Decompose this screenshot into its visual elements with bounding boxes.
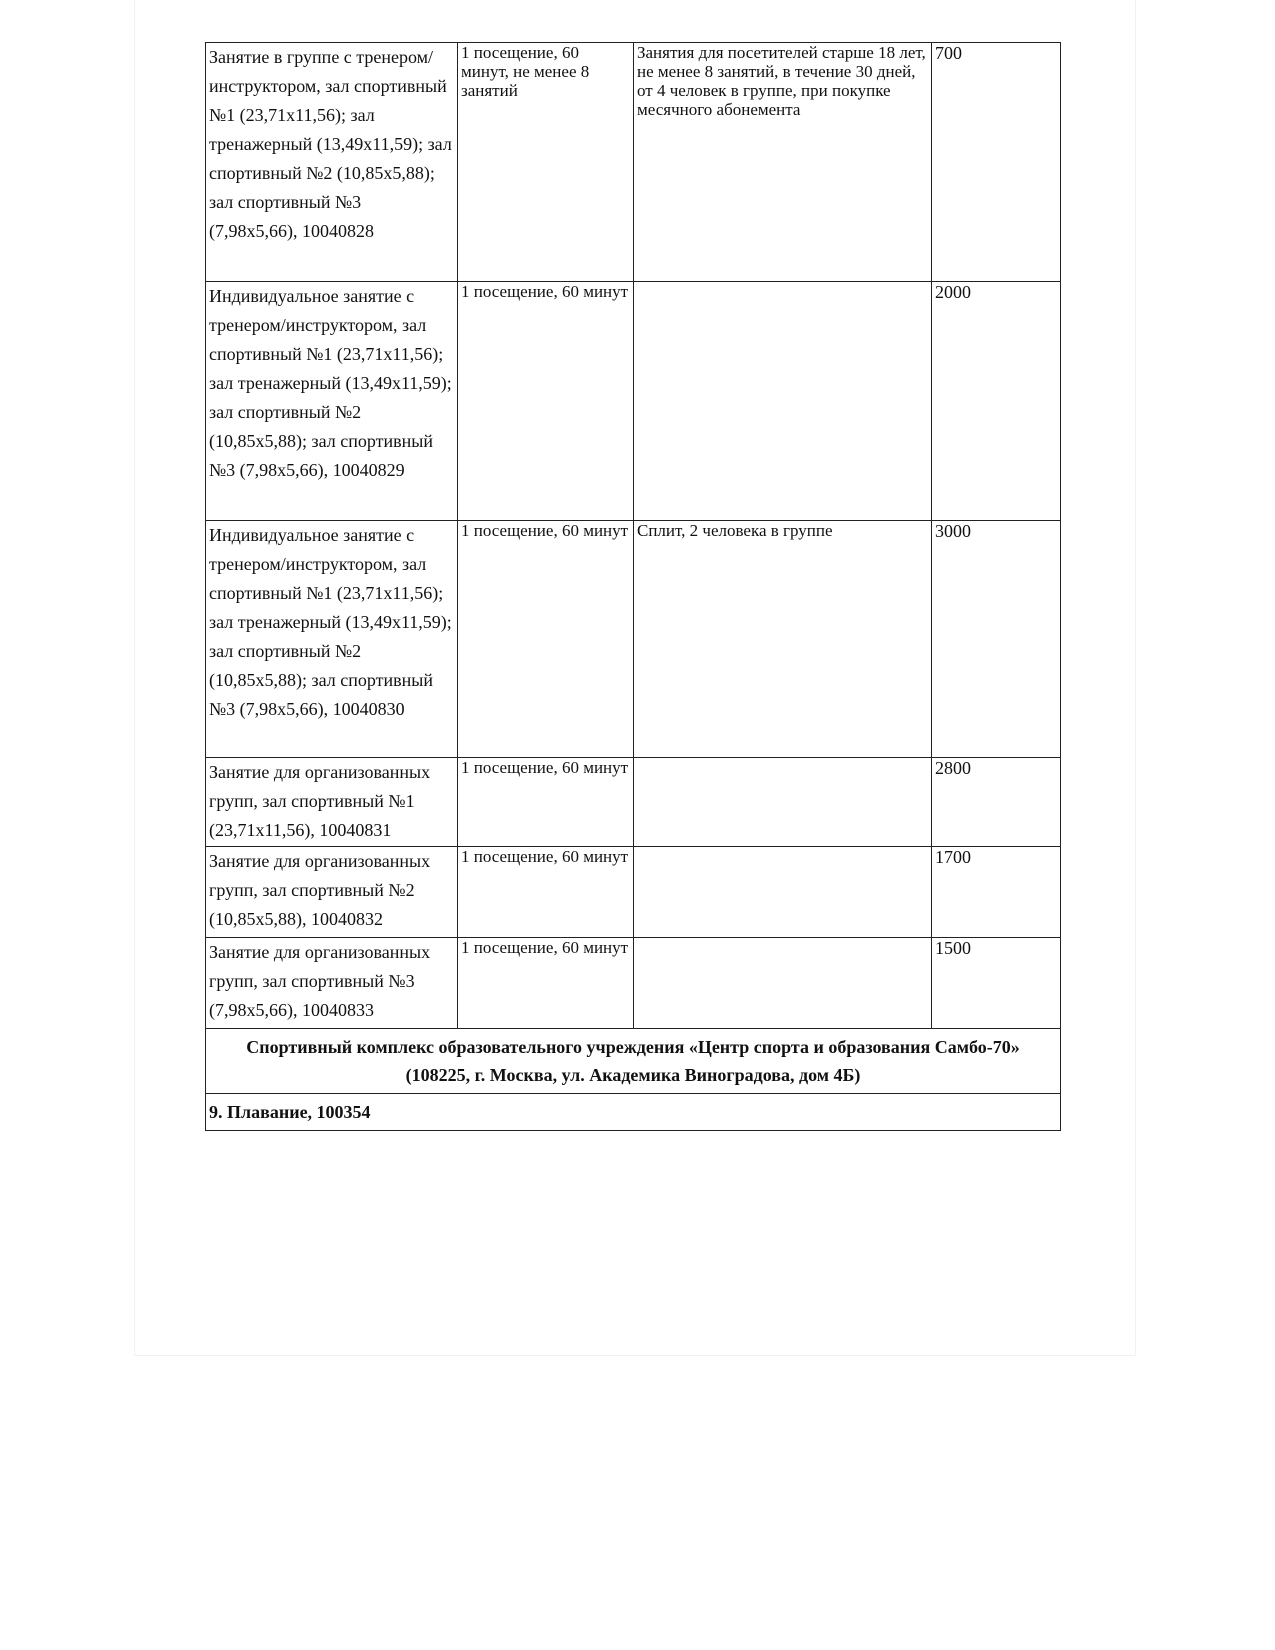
section-header-line1: Спортивный комплекс образовательного учреждения «Центр спорта и образования Самбо-70» [246,1037,1020,1057]
service-name-cell: Занятие для организованных групп, зал спортивный №3 (7,98х5,66), 10040833 [206,938,458,1029]
price-cell: 700 [932,43,1061,282]
price-cell: 2000 [932,282,1061,521]
visit-cell: 1 посещение, 60 минут [458,758,634,847]
condition-cell [634,847,932,938]
table-row [206,521,1061,758]
condition-cell: Сплит, 2 человека в группе [634,521,932,758]
visit-cell: 1 посещение, 60 минут [458,282,634,521]
price-table [205,42,1061,1131]
condition-cell [634,758,932,847]
condition-cell: Занятия для посетителей старше 18 лет, не менее 8 занятий, в течение 30 дней, от 4 человек в группе, при покупке месячного абонемента [634,43,932,282]
service-name-cell: Индивидуальное занятие с тренером/инструктором, зал спортивный №1 (23,71х11,56); зал тренажерный (13,49х11,59); зал спортивный №2 (10,85х5,88); зал спортивный №3 (7,98х5,66), 10040829 [206,282,458,521]
visit-cell: 1 посещение, 60 минут [458,938,634,1029]
service-name-cell: Занятие для организованных групп, зал спортивный №2 (10,85х5,88), 10040832 [206,847,458,938]
visit-cell: 1 посещение, 60 минут, не менее 8 занятий [458,43,634,282]
visit-cell: 1 посещение, 60 минут [458,521,634,758]
service-name-cell: Занятие в группе с тренером/инструктором, зал спортивный №1 (23,71х11,56); зал тренажерный (13,49х11,59); зал спортивный №2 (10,85х5,88); зал спортивный №3 (7,98х5,66), 10040828 [206,43,458,282]
table-row [206,847,1061,938]
section-header-line2: (108225, г. Москва, ул. Академика Виноградова, дом 4Б) [405,1065,861,1085]
condition-cell [634,938,932,1029]
price-cell: 3000 [932,521,1061,758]
section-header-row [206,1029,1061,1094]
subsection-row [206,1094,1061,1131]
price-cell: 1500 [932,938,1061,1029]
table-row [206,43,1061,282]
condition-cell [634,282,932,521]
visit-cell: 1 посещение, 60 минут [458,847,634,938]
subsection-title: 9. Плавание, 100354 [206,1094,1061,1131]
table-row [206,758,1061,847]
price-cell: 2800 [932,758,1061,847]
price-cell: 1700 [932,847,1061,938]
table-row [206,938,1061,1029]
service-name-cell: Индивидуальное занятие с тренером/инструктором, зал спортивный №1 (23,71х11,56); зал тренажерный (13,49х11,59); зал спортивный №2 (10,85х5,88); зал спортивный №3 (7,98х5,66), 10040830 [206,521,458,758]
section-header-cell [206,1029,1061,1094]
service-name-cell: Занятие для организованных групп, зал спортивный №1 (23,71х11,56), 10040831 [206,758,458,847]
table-row [206,282,1061,521]
